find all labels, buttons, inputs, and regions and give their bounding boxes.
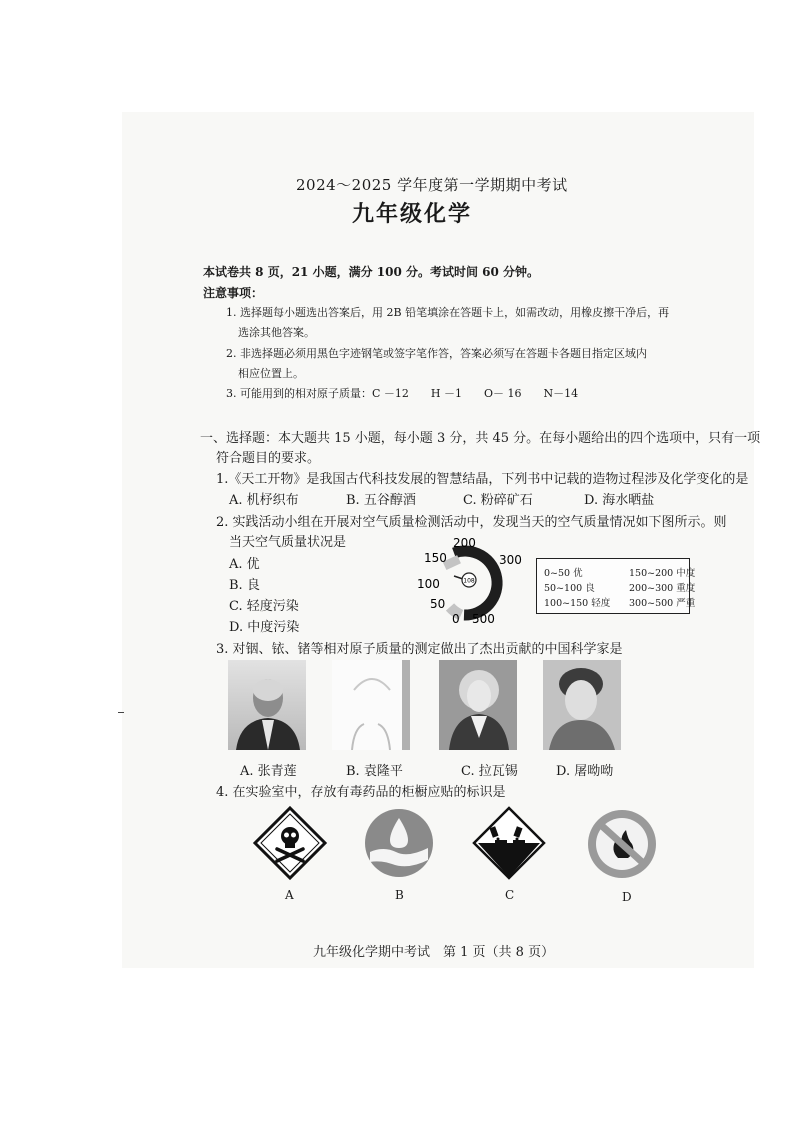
question-2-option-c: C. 轻度污染	[229, 599, 299, 614]
question-4-label-a: A	[285, 888, 294, 902]
question-3-option-c: C. 拉瓦锡	[461, 764, 518, 779]
portrait-photo-c	[439, 660, 517, 750]
legend-entry: 200~300 重度	[629, 583, 696, 594]
question-1-option-b: B. 五谷醇酒	[346, 493, 416, 508]
section-heading-line1: 一、选择题：本大题共 15 小题，每小题 3 分，共 45 分。在每小题给出的四个选项中，只有一项	[200, 431, 761, 446]
question-2-option-d: D. 中度污染	[229, 620, 300, 635]
gauge-tick-100: 100	[417, 577, 440, 591]
notice-item-1-line1: 1. 选择题每小题选出答案后，用 2B 铅笔填涂在答题卡上，如需改动，用橡皮擦干净后，再	[226, 306, 670, 319]
question-4-label-d: D	[622, 890, 632, 904]
section-heading-line2: 符合题目的要求。	[216, 451, 321, 466]
notice-heading: 注意事项：	[203, 286, 264, 300]
skull-crossbones-toxic-icon	[252, 805, 328, 881]
question-4-label-b: B	[395, 888, 404, 902]
notice-item-3: 3. 可能用到的相对原子质量：C －12 H －1 O－ 16 N－14	[226, 387, 579, 400]
question-2-stem-line2: 当天空气质量状况是	[229, 535, 347, 550]
question-3-option-b: B. 袁隆平	[346, 764, 403, 779]
question-3-option-a: A. 张青莲	[240, 764, 297, 779]
legend-entry: 0~50 优	[544, 568, 583, 579]
legend-entry: 300~500 严重	[629, 598, 696, 609]
question-1-option-d: D. 海水晒盐	[584, 493, 655, 508]
legend-entry: 50~100 良	[544, 583, 595, 594]
scan-mark	[118, 712, 124, 713]
question-4-label-c: C	[505, 888, 515, 902]
question-3-stem: 3. 对铟、铱、锗等相对原子质量的测定做出了杰出贡献的中国科学家是	[216, 642, 623, 657]
question-2-stem-line1: 2. 实践活动小组在开展对空气质量检测活动中，发现当天的空气质量情况如下图所示。则	[216, 515, 727, 530]
notice-item-2-line1: 2. 非选择题必须用黑色字迹钢笔或签字笔作答，答案必须写在答题卡各题目指定区域内	[226, 347, 647, 360]
legend-entry: 150~200 中度	[629, 568, 696, 579]
corrosive-icon	[471, 805, 547, 881]
gauge-tick-300: 300	[499, 553, 522, 567]
question-4-stem: 4. 在实验室中，存放有毒药品的柜橱应贴的标识是	[216, 785, 506, 800]
notice-item-1-line2: 选涂其他答案。	[238, 326, 315, 339]
question-2-option-a: A. 优	[229, 557, 260, 572]
page-footer: 九年级化学期中考试 第 1 页（共 8 页）	[313, 945, 555, 960]
question-2-option-b: B. 良	[229, 578, 260, 593]
portrait-photo-a	[228, 660, 306, 750]
gauge-tick-0: 0	[452, 612, 460, 626]
exam-subtitle: 2024～2025 学年度第一学期期中考试	[296, 176, 568, 194]
gauge-tick-200: 200	[453, 536, 476, 550]
portrait-photo-d	[543, 660, 621, 750]
exam-title: 九年级化学	[352, 201, 473, 227]
gauge-tick-150: 150	[424, 551, 447, 565]
question-3-option-d: D. 屠呦呦	[556, 764, 614, 779]
exam-intro: 本试卷共 8 页，21 小题，满分 100 分。考试时间 60 分钟。	[203, 265, 540, 279]
question-1-stem: 1.《天工开物》是我国古代科技发展的智慧结晶，下列书中记载的造物过程涉及化学变化的是	[216, 472, 749, 487]
gauge-value-label: 108	[463, 577, 475, 585]
portrait-photo-b	[332, 660, 410, 750]
water-drop-hand-icon	[364, 808, 434, 878]
notice-item-2-line2: 相应位置上。	[238, 367, 304, 380]
legend-entry: 100~150 轻度	[544, 598, 611, 609]
question-1-option-c: C. 粉碎矿石	[463, 493, 533, 508]
question-1-option-a: A. 机杼织布	[229, 493, 299, 508]
gauge-tick-50: 50	[430, 597, 446, 611]
air-quality-gauge	[410, 533, 530, 629]
aqi-legend	[536, 558, 696, 614]
gauge-tick-500: 500	[472, 612, 495, 626]
no-fire-icon	[586, 808, 658, 880]
